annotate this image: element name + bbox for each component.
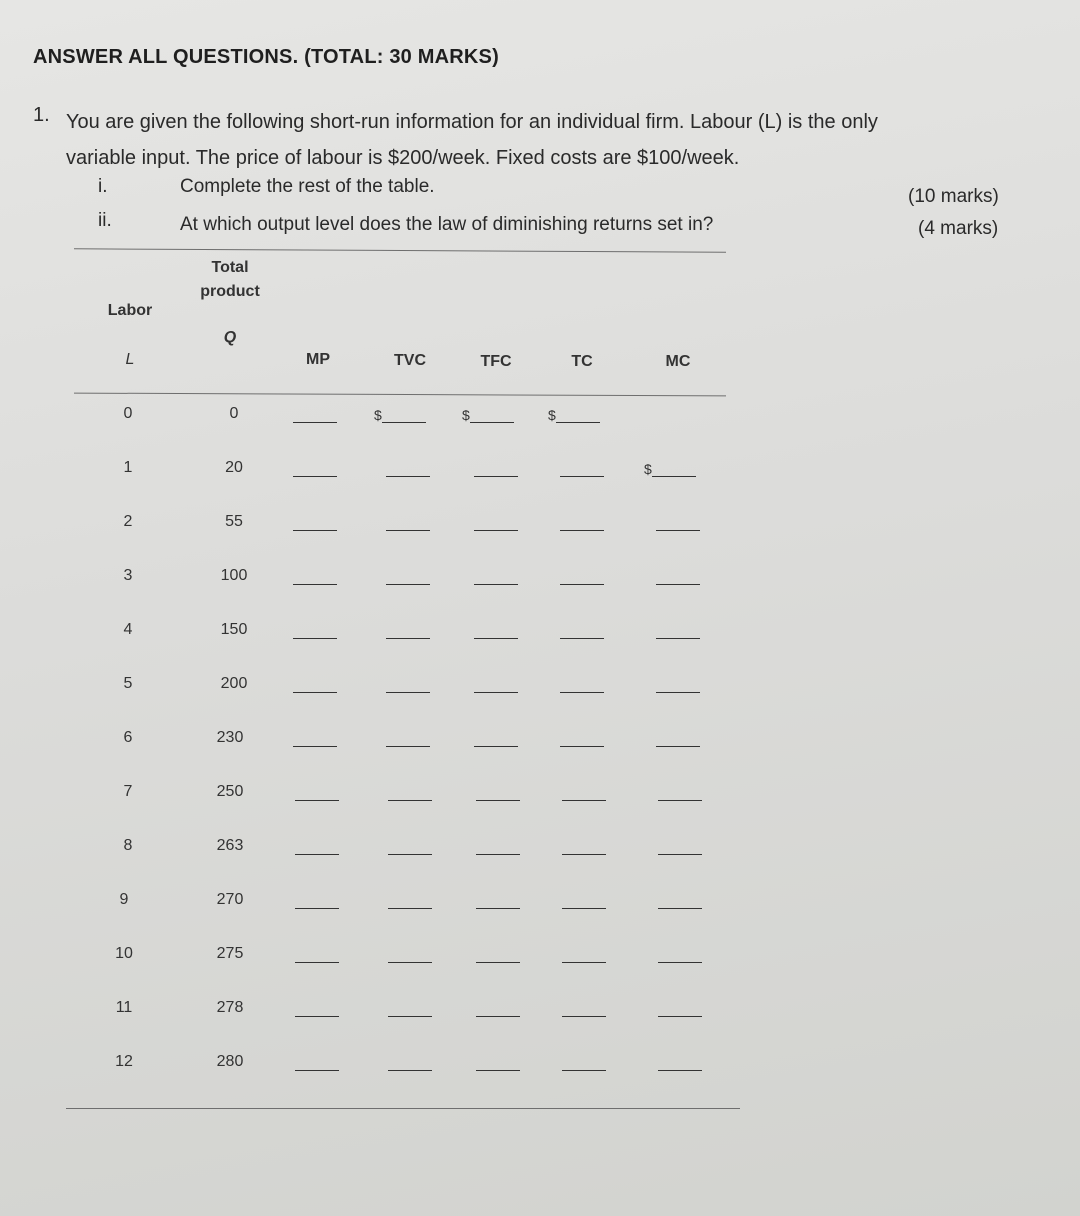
answer-line [293, 570, 337, 585]
answer-line [656, 732, 700, 747]
answer-line [388, 894, 432, 909]
dollar-sign: $ [374, 407, 382, 423]
tc-blank[interactable] [548, 407, 600, 423]
labor-cell: 11 [115, 999, 133, 1016]
tvc-blank[interactable] [388, 785, 432, 801]
tfc-blank[interactable] [474, 731, 518, 747]
answer-line [474, 624, 518, 639]
answer-line [388, 1056, 432, 1071]
answer-line [474, 516, 518, 531]
tc-blank[interactable] [562, 947, 606, 963]
answer-line [560, 570, 604, 585]
mp-blank[interactable] [293, 569, 337, 585]
tvc-blank[interactable] [386, 461, 430, 477]
answer-line [658, 840, 702, 855]
header-mc: MC [665, 353, 691, 370]
answer-line [658, 948, 702, 963]
answer-line [556, 408, 600, 423]
mc-blank[interactable] [658, 947, 702, 963]
answer-line [562, 1056, 606, 1071]
exam-heading: ANSWER ALL QUESTIONS. (TOTAL: 30 MARKS) [33, 46, 499, 68]
answer-line [562, 894, 606, 909]
tc-blank[interactable] [560, 515, 604, 531]
answer-line [658, 894, 702, 909]
answer-line [295, 840, 339, 855]
answer-line [560, 678, 604, 693]
labor-cell: 12 [115, 1053, 133, 1070]
answer-line [476, 840, 520, 855]
header-labor: Labor [107, 302, 153, 319]
tc-blank[interactable] [562, 839, 606, 855]
output-cell: 250 [216, 783, 244, 800]
answer-line [388, 840, 432, 855]
table-bottom-rule [66, 1108, 740, 1109]
mc-blank[interactable] [658, 1001, 702, 1017]
labor-cell: 1 [123, 459, 133, 476]
answer-line [658, 786, 702, 801]
header-tc: TC [571, 353, 593, 370]
output-cell: 275 [216, 945, 244, 962]
answer-line [562, 948, 606, 963]
tc-blank[interactable] [560, 623, 604, 639]
header-tvc: TVC [394, 352, 426, 369]
tfc-blank[interactable] [476, 893, 520, 909]
output-cell: 200 [220, 675, 248, 692]
mp-blank[interactable] [295, 1055, 339, 1071]
tfc-blank[interactable] [476, 1001, 520, 1017]
answer-line [656, 624, 700, 639]
answer-line [388, 948, 432, 963]
answer-line [293, 678, 337, 693]
answer-line [295, 1056, 339, 1071]
labor-cell: 4 [123, 621, 133, 638]
question-line-1: You are given the following short-run information for an individual firm. Labour (L) is the only [66, 111, 878, 133]
tc-blank[interactable] [562, 1055, 606, 1071]
answer-line [386, 678, 430, 693]
tvc-blank[interactable] [374, 407, 426, 423]
answer-line [382, 408, 426, 423]
header-q: Q [223, 329, 237, 346]
tfc-blank[interactable] [476, 785, 520, 801]
tfc-blank[interactable] [476, 1055, 520, 1071]
header-total: Total [211, 259, 249, 276]
answer-line [562, 840, 606, 855]
mc-blank[interactable] [656, 569, 700, 585]
mc-blank[interactable] [656, 731, 700, 747]
answer-line [562, 1002, 606, 1017]
output-cell: 280 [216, 1053, 244, 1070]
answer-line [476, 786, 520, 801]
mp-blank[interactable] [293, 461, 337, 477]
mp-blank[interactable] [293, 515, 337, 531]
table-top-rule [74, 248, 726, 252]
tfc-blank[interactable] [474, 569, 518, 585]
labor-cell: 2 [123, 513, 133, 530]
mc-blank[interactable] [656, 515, 700, 531]
mp-blank[interactable] [293, 623, 337, 639]
tc-blank[interactable] [560, 569, 604, 585]
part-ii-label: ii. [98, 210, 112, 231]
output-cell: 270 [216, 891, 244, 908]
answer-line [295, 1002, 339, 1017]
answer-line [562, 786, 606, 801]
labor-cell: 8 [123, 837, 133, 854]
tvc-blank[interactable] [388, 893, 432, 909]
answer-line [293, 408, 337, 423]
answer-line [476, 894, 520, 909]
labor-cell: 5 [123, 675, 133, 692]
tc-blank[interactable] [560, 461, 604, 477]
tfc-blank[interactable] [476, 839, 520, 855]
mc-blank[interactable] [658, 1055, 702, 1071]
answer-line [293, 732, 337, 747]
mp-blank[interactable] [295, 947, 339, 963]
tvc-blank[interactable] [388, 1001, 432, 1017]
tc-blank[interactable] [562, 785, 606, 801]
answer-line [474, 462, 518, 477]
mc-blank[interactable] [658, 839, 702, 855]
question-text [66, 104, 1026, 176]
answer-line [293, 516, 337, 531]
labor-cell: 10 [115, 945, 133, 962]
tvc-blank[interactable] [386, 731, 430, 747]
tfc-blank[interactable] [462, 407, 514, 423]
tvc-blank[interactable] [388, 839, 432, 855]
answer-line [658, 1002, 702, 1017]
answer-line [476, 948, 520, 963]
answer-line [295, 786, 339, 801]
mp-blank[interactable] [293, 407, 337, 423]
answer-line [388, 1002, 432, 1017]
question-number: 1. [33, 104, 50, 126]
output-cell: 230 [216, 729, 244, 746]
tfc-blank[interactable] [474, 677, 518, 693]
answer-line [474, 678, 518, 693]
tvc-blank[interactable] [386, 515, 430, 531]
header-tfc: TFC [480, 353, 512, 370]
mp-blank[interactable] [293, 731, 337, 747]
answer-line [476, 1002, 520, 1017]
tvc-blank[interactable] [388, 1055, 432, 1071]
tvc-blank[interactable] [386, 569, 430, 585]
tfc-blank[interactable] [476, 947, 520, 963]
answer-line [295, 948, 339, 963]
output-cell: 100 [220, 567, 248, 584]
dollar-sign: $ [462, 407, 470, 423]
answer-line [560, 732, 604, 747]
answer-line [560, 516, 604, 531]
mp-blank[interactable] [295, 893, 339, 909]
output-cell: 278 [216, 999, 244, 1016]
tvc-blank[interactable] [386, 623, 430, 639]
output-cell: 263 [216, 837, 244, 854]
answer-line [293, 462, 337, 477]
answer-line [560, 624, 604, 639]
mc-blank[interactable] [658, 893, 702, 909]
answer-line [386, 516, 430, 531]
answer-line [388, 786, 432, 801]
answer-line [386, 624, 430, 639]
mc-blank[interactable] [656, 623, 700, 639]
answer-line [656, 678, 700, 693]
labor-cell: 6 [123, 729, 133, 746]
tc-blank[interactable] [560, 731, 604, 747]
answer-line [560, 462, 604, 477]
answer-line [656, 516, 700, 531]
part-ii-text: At which output level does the law of diminishing returns set in? [180, 214, 714, 235]
answer-line [474, 732, 518, 747]
answer-line [386, 570, 430, 585]
part-i-text: Complete the rest of the table. [180, 176, 435, 197]
mp-blank[interactable] [295, 1001, 339, 1017]
answer-line [386, 732, 430, 747]
labor-cell: 0 [123, 405, 133, 422]
tc-blank[interactable] [562, 1001, 606, 1017]
labor-cell: 3 [123, 567, 133, 584]
output-cell: 150 [220, 621, 248, 638]
header-mp: MP [306, 351, 330, 368]
tvc-blank[interactable] [386, 677, 430, 693]
labor-cell: 9 [119, 891, 129, 908]
tc-blank[interactable] [560, 677, 604, 693]
header-rule [74, 393, 726, 397]
answer-line [293, 624, 337, 639]
mc-blank[interactable] [658, 785, 702, 801]
dollar-sign: $ [644, 461, 652, 477]
tfc-blank[interactable] [474, 515, 518, 531]
answer-line [470, 408, 514, 423]
dollar-sign: $ [548, 407, 556, 423]
answer-line [652, 462, 696, 477]
output-cell: 0 [229, 405, 239, 422]
tvc-blank[interactable] [388, 947, 432, 963]
mc-blank[interactable] [656, 677, 700, 693]
mc-blank[interactable] [644, 461, 696, 477]
answer-line [474, 570, 518, 585]
mp-blank[interactable] [293, 677, 337, 693]
labor-cell: 7 [123, 783, 133, 800]
answer-line [476, 1056, 520, 1071]
answer-line [386, 462, 430, 477]
header-l: L [125, 351, 135, 368]
mp-blank[interactable] [295, 785, 339, 801]
output-cell: 20 [225, 459, 243, 476]
question-line-2: variable input. The price of labour is $200/week. Fixed costs are $100/week. [66, 147, 740, 169]
answer-line [656, 570, 700, 585]
answer-line [658, 1056, 702, 1071]
tfc-blank[interactable] [474, 461, 518, 477]
part-i-label: i. [98, 176, 108, 197]
part-i-marks: (10 marks) [908, 186, 999, 207]
mp-blank[interactable] [295, 839, 339, 855]
output-cell: 55 [225, 513, 243, 530]
tc-blank[interactable] [562, 893, 606, 909]
header-product: product [200, 283, 260, 300]
tfc-blank[interactable] [474, 623, 518, 639]
answer-line [295, 894, 339, 909]
part-ii-marks: (4 marks) [918, 218, 999, 239]
